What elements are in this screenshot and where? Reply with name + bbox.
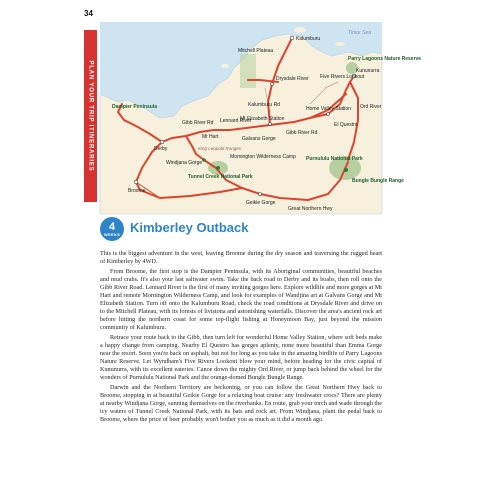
page-number: 34 — [84, 9, 93, 18]
paragraph-broome: From Broome, the first stop is the Dampier Peninsula, with its Aboriginal communities, beautiful beaches and mud crabs. It's also your last saltwater swim. Take the back road to Derby and its boabs, then roll onto the Gibb River Road. Lennard River is the first of many inviting gorges here. Explore wildlife and more gorges at Mt Hart and remote Mornington Wilderness Camp, and look for examples of Wandjina art at Galvans Gorge and Mt Elizabeth Station. Turn off onto the Kalumburu Road, check the road conditions at Drysdale River and drive on to the Mitchell Plateau, with its forests of livistona and astonishing waterfalls. Discover the area's ancient rock art before hitting the northern coast for some top-flight fishing at Honeymoon Bay, just beyond the mission community of Kalumburu. — [100, 268, 382, 331]
parry-lagoons-label: Parry Lagoons Nature Reserve — [348, 56, 422, 62]
itinerary-title: Kimberley Outback — [130, 220, 249, 235]
mt-elizabeth-marker — [269, 123, 272, 126]
el-questro-label: El Questro — [334, 122, 358, 128]
island — [335, 42, 345, 46]
gibb-river-rd-label-west: Gibb River Rd — [182, 120, 214, 126]
tunnel-creek-marker — [216, 166, 220, 170]
mt-hart-label: Mt Hart — [202, 134, 219, 140]
itinerary-body — [100, 250, 382, 426]
kalumburu-rd-label: Kalumburu Rd — [248, 102, 280, 108]
kalumburu-marker — [290, 36, 294, 40]
purnululu-marker — [344, 168, 348, 172]
island — [221, 64, 229, 68]
broome-label: Broome — [128, 188, 146, 194]
kununurra-label: Kununurra — [356, 68, 380, 74]
five-rivers-lookout-label: Five Rivers Lookout — [320, 74, 365, 80]
geikie-gorge-label: Geikie Gorge — [246, 200, 276, 206]
island — [294, 27, 306, 33]
itinerary-header — [100, 217, 382, 243]
drysdale-river-label: Drysdale River — [276, 76, 309, 82]
tunnel-creek-label: Tunnel Creek National Park — [188, 174, 253, 180]
duration-number: 4 — [108, 220, 116, 233]
gibb-river-rd-label-north: Gibb River Rd — [286, 130, 318, 136]
broome-marker — [134, 180, 138, 184]
duration-badge — [100, 217, 124, 241]
mornington-label: Mornington Wilderness Camp — [230, 154, 296, 160]
paragraph-return: Darwin and the Northern Territory are beckoning, or you can follow the Great Northern Hwy back to Broome, stopping in at beautiful Geikie Gorge for a relaxing boat cruise: any freshwater crocs? There are plenty at nearby Windjana Gorge, sunning themselves on the riverbanks. En route, grab your torch and wade through the icy waters of Tunnel Creek National Park, with its bats and rock art. From Windjana, plant the pedal back to Broome, where the price of beer probably won't bother you as much as it did a month ago. — [100, 384, 382, 423]
derby-label: Derby — [154, 146, 168, 152]
kalumburu-label: Kalumburu — [296, 36, 321, 42]
windjana-gorge-label: Windjana Gorge — [166, 160, 203, 166]
geikie-marker — [259, 193, 262, 196]
galvans-gorge-label: Galvans Gorge — [242, 136, 276, 142]
windjana-marker — [202, 158, 206, 162]
ord-river-label: Ord River — [360, 104, 382, 110]
lennard-river-label: Lennard River — [220, 118, 252, 124]
side-tab-label: PLAN YOUR TRIP ITINERARIES — [87, 60, 94, 172]
purnululu-label: Purnululu National Park — [306, 156, 363, 162]
bungle-bungle-label: Bungle Bungle Range — [352, 178, 404, 184]
mt-elizabeth-station-label: Mt Elizabeth Station — [240, 116, 285, 122]
dampier-peninsula-label: Dampier Peninsula — [112, 104, 158, 110]
derby-marker — [160, 140, 164, 144]
mitchell-plateau-area — [240, 54, 256, 88]
mitchell-plateau-label: Mitchell Plateau — [238, 48, 274, 54]
drysdale-marker — [271, 83, 274, 86]
duration-unit: WEEKS — [103, 231, 121, 237]
home-valley-marker — [327, 113, 330, 116]
home-valley-station-label: Home Valley Station — [306, 106, 351, 112]
timor-sea-label: Timor Sea — [348, 30, 372, 36]
route-map — [100, 22, 422, 214]
great-northern-hwy-label: Great Northern Hwy — [288, 206, 333, 212]
paragraph-gibb: Retrace your route back to the Gibb, then turn left for wonderful Home Valley Station, where soft beds make a happy change from camping. Nearby El Questro has gorges aplenty, none more beautiful than Emma Gorge near the resort. Soon you're back on asphalt, but not for long as you take in the amazing birdlife of Parry Lagoons Nature Reserve. Let Wyndham's Five Rivers Lookout blow your mind, before heading for the civic capital of Kununurra, with its excellent eateries. Canoe down the mighty Ord River, or jump back behind the wheel for the wonders of Purnululu National Park and the orange-domed Bungle Bungle Range. — [100, 334, 382, 381]
paragraph-intro: This is the biggest adventure in the west, leaving Broome during the dry season and traversing the rugged heart of Kimberley by 4WD. — [100, 250, 382, 265]
king-leopold-label: King Leopold Ranges — [198, 146, 242, 151]
